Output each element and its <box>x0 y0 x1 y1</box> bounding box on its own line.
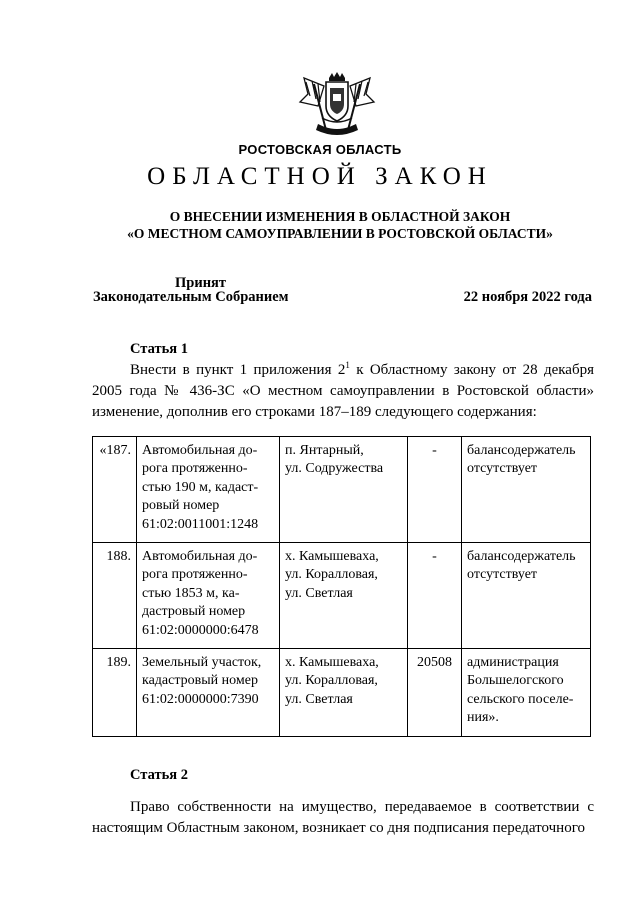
article-1-title: Статья 1 <box>130 341 188 357</box>
holder-line: балансодержатель <box>467 443 576 458</box>
desc-line: стью 1853 м, ка- <box>142 585 240 601</box>
desc-line: Автомобильная до- <box>142 443 258 458</box>
object-address <box>280 437 408 543</box>
object-description <box>137 649 280 737</box>
addr-line: ул. Коралловая, <box>285 567 378 583</box>
object-area: - <box>408 543 462 649</box>
article-1-text-part-2: к Областному закону от 28 декабря 2005 года № 436-ЗС «О местном самоуправлении в Ростовской области» изменение, дополнив его строками 187–189 следующего содержания: <box>92 362 594 420</box>
law-subject <box>0 208 640 242</box>
region-name: РОСТОВСКАЯ ОБЛАСТЬ <box>238 142 402 157</box>
adopted-date: 22 ноября 2022 года <box>463 289 592 305</box>
desc-line: 61:02:0000000:6478 <box>142 622 259 638</box>
article-2-title: Статья 2 <box>130 767 188 783</box>
desc-line: стью 190 м, кадаст- <box>142 479 259 495</box>
table-row <box>93 649 591 737</box>
desc-line: Земельный участок, <box>142 655 262 671</box>
adopted-label: Принят <box>175 275 227 291</box>
addr-line: ул. Светлая <box>285 691 353 707</box>
addr-line: х. Камышеваха, <box>285 549 379 565</box>
object-address <box>280 649 408 737</box>
desc-line: 61:02:0000000:7390 <box>142 691 259 707</box>
object-area: 20508 <box>408 649 462 737</box>
article-1-text <box>92 360 594 423</box>
desc-line: Автомобильная до- <box>142 549 258 565</box>
desc-line: дастровый номер <box>142 604 246 620</box>
object-area: - <box>408 437 462 543</box>
addr-line: п. Янтарный, <box>285 443 364 458</box>
object-description <box>137 437 280 543</box>
article-1-superscript: 1 <box>345 360 350 370</box>
amendment-table <box>92 436 591 737</box>
row-number: «187. <box>93 437 137 543</box>
object-address <box>280 543 408 649</box>
law-subject-line-1: О ВНЕСЕНИИ ИЗМЕНЕНИЯ В ОБЛАСТНОЙ ЗАКОН <box>169 209 511 224</box>
holder-line: балансодержатель <box>467 549 576 565</box>
desc-line: рога протяженно- <box>142 461 248 477</box>
addr-line: х. Камышеваха, <box>285 655 379 671</box>
addr-line: ул. Светлая <box>285 585 353 601</box>
article-1-text-part-1: Внести в пункт 1 приложения 2 <box>130 362 346 378</box>
adopted-body: Законодательным Собранием <box>93 289 289 305</box>
law-type-title: ОБЛАСТНОЙ ЗАКОН <box>147 163 493 190</box>
table-row <box>93 543 591 649</box>
coat-of-arms-icon <box>296 72 378 138</box>
table-row <box>93 437 591 543</box>
desc-line: 61:02:0011001:1248 <box>142 516 259 532</box>
object-holder <box>462 543 591 649</box>
holder-line: администрация <box>467 655 559 671</box>
desc-line: ровый номер <box>142 498 220 514</box>
holder-line: отсутствует <box>467 567 538 583</box>
holder-line: отсутствует <box>467 461 538 477</box>
addr-line: ул. Содружества <box>285 461 384 477</box>
law-subject-line-2: «О МЕСТНОМ САМОУПРАВЛЕНИИ В РОСТОВСКОЙ ОБЛАСТИ» <box>127 226 553 241</box>
desc-line: рога протяженно- <box>142 567 248 583</box>
holder-line: Большелогского <box>467 673 564 689</box>
object-holder <box>462 649 591 737</box>
desc-line: кадастровый номер <box>142 673 258 689</box>
holder-line: сельского поселе- <box>467 691 574 707</box>
object-holder <box>462 437 591 543</box>
row-number: 188. <box>93 543 137 649</box>
row-number: 189. <box>93 649 137 737</box>
addr-line: ул. Коралловая, <box>285 673 378 689</box>
coat-of-arms-emblem <box>296 72 378 138</box>
object-description <box>137 543 280 649</box>
article-2-text: Право собственности на имущество, передаваемое в соответствии с настоящим Областным законом, возникает со дня подписания передаточного <box>92 799 594 836</box>
holder-line: ния». <box>467 710 499 726</box>
